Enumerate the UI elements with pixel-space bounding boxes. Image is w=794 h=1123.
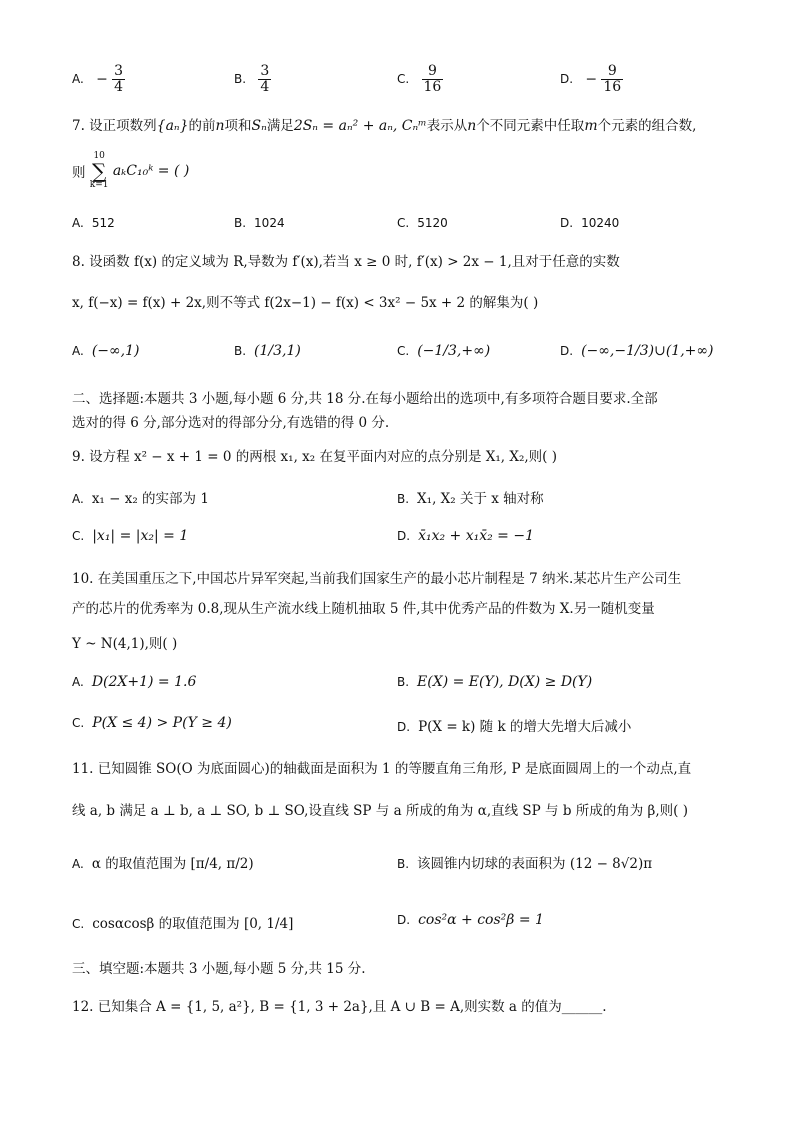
numerator: 9 [422, 64, 444, 80]
equation: 2Sₙ = aₙ² + aₙ, Cₙᵐ [293, 118, 427, 134]
numerator: 9 [601, 64, 623, 80]
q8-option-c [397, 343, 490, 359]
summation [90, 152, 109, 190]
option-text: 1024 [254, 216, 285, 230]
section-2-heading: 二、选择题:本题共 3 小题,每小题 6 分,共 18 分.在每小题给出的选项中,有多项符合题目要求.全部 [72, 391, 658, 407]
q12-stem: 12. 已知集合 A = {1, 5, a²}, B = {1, 3 + 2a},且 A ∪ B = A,则实数 a 的值为______. [72, 999, 607, 1015]
q7-option-c [397, 215, 456, 231]
q6-option-c [397, 64, 443, 96]
sequence-symbol: {aₙ} [156, 118, 189, 134]
option-label: C. [397, 216, 410, 230]
option-text: 10240 [581, 216, 620, 230]
q10-line-2: 产的芯片的优秀率为 0.8,现从生产流水线上随机抽取 5 件,其中优秀产品的件数为 X.另一随机变量 [72, 601, 655, 617]
option-text: D(2X+1) = 1.6 [91, 674, 197, 690]
option-label: C. [397, 72, 410, 87]
numerator: 3 [114, 63, 124, 79]
q11-line-1: 11. 已知圆锥 SO(O 为底面圆心)的轴截面是面积为 1 的等腰直角三角形, P 是底面圆周上的一个动点,直 [72, 761, 692, 777]
option-label: A. [72, 675, 84, 689]
q11-option-d [397, 912, 544, 928]
variable-n: n [215, 118, 225, 134]
option-text: x̄₁x₂ + x₁x̄₂ = −1 [418, 528, 534, 544]
section-2-note: 选对的得 6 分,部分选对的得部分分,有选错的得 0 分. [72, 415, 390, 431]
option-label: D. [397, 913, 411, 927]
q10-option-b [397, 674, 592, 690]
denominator: 16 [423, 79, 442, 96]
option-label: B. [234, 72, 247, 87]
sum-upper-limit: 10 [93, 151, 105, 161]
fraction [422, 64, 444, 96]
option-label: C. [72, 716, 85, 730]
denominator: 4 [114, 79, 124, 96]
q9-stem: 9. 设方程 x² − x + 1 = 0 的两根 x₁, x₂ 在复平面内对应的点分别是 X₁, X₂,则( ) [72, 449, 558, 465]
denominator: 4 [260, 79, 270, 96]
variable-n: n [467, 118, 477, 134]
q6-option-b [234, 64, 271, 96]
q8-option-d [560, 343, 714, 359]
option-label: B. [397, 492, 410, 506]
option-text: (1/3,1) [254, 343, 301, 359]
option-label: A. [72, 344, 84, 358]
option-label: D. [560, 216, 574, 230]
q10-option-d [397, 715, 631, 735]
option-text: P(X ≤ 4) > P(Y ≥ 4) [92, 715, 232, 731]
q10-line-3: Y ~ N(4,1),则( ) [72, 636, 178, 652]
q7-option-b [234, 215, 293, 231]
sign: − [585, 71, 598, 88]
q6-option-a [72, 64, 125, 96]
sum-expression: aₖC₁₀ᵏ = ( ) [112, 163, 190, 179]
option-label: C. [397, 344, 410, 358]
denominator: 16 [603, 79, 622, 96]
q8-option-a [72, 343, 140, 359]
q9-option-c [72, 528, 188, 544]
option-label: A. [72, 857, 84, 871]
option-text: |x₁| = |x₂| = 1 [92, 528, 189, 544]
option-label: A. [72, 72, 84, 87]
option-label: B. [397, 857, 410, 871]
option-label: B. [397, 675, 410, 689]
option-label: A. [72, 216, 84, 230]
option-label: D. [560, 344, 574, 358]
q7-option-a [72, 215, 123, 231]
option-text: X₁, X₂ 关于 x 轴对称 [417, 491, 544, 507]
q7-sum-line [72, 152, 722, 192]
q7-text: 个元素的组合数, [597, 118, 697, 134]
q8-line-1: 8. 设函数 f(x) 的定义域为 R,导数为 f′(x),若当 x ≥ 0 时, f′(x) > 2x − 1,且对于任意的实数 [72, 254, 620, 270]
option-text: cos²α + cos²β = 1 [418, 912, 544, 928]
q11-option-c [72, 912, 293, 932]
q7-text: 的前 [188, 118, 216, 134]
q8-line-2: x, f(−x) = f(x) + 2x,则不等式 f(2x−1) − f(x) < 3x² − 5x + 2 的解集为( ) [72, 295, 539, 311]
q7-text: 表示从 [426, 118, 468, 134]
option-label: D. [397, 720, 411, 734]
q7-option-d [560, 215, 627, 231]
option-label: B. [234, 344, 247, 358]
q9-option-b [397, 487, 544, 507]
q7-text: 满足 [266, 118, 294, 134]
q10-option-c [72, 715, 232, 731]
q6-option-d [560, 64, 623, 96]
option-label: A. [72, 492, 84, 506]
option-label: B. [234, 216, 247, 230]
sum-symbol: Sₙ [251, 118, 267, 134]
option-text: (−∞,−1/3)∪(1,+∞) [581, 343, 714, 359]
fraction [601, 64, 623, 96]
option-text: 512 [91, 216, 115, 230]
q10-line-1: 10. 在美国重压之下,中国芯片异军突起,当前我们国家生产的最小芯片制程是 7 纳米.某芯片生产公司生 [72, 571, 682, 587]
option-text: x₁ − x₂ 的实部为 1 [91, 491, 209, 507]
sigma-icon: ∑ [92, 159, 107, 183]
option-text: (−1/3,+∞) [417, 343, 491, 359]
fraction [112, 64, 125, 96]
option-label: D. [560, 72, 574, 87]
option-text: 该圆锥内切球的表面积为 (12 − 8√2)π [417, 856, 653, 872]
option-text: E(X) = E(Y), D(X) ≥ D(Y) [417, 674, 593, 690]
option-text: (−∞,1) [91, 343, 140, 359]
option-text: α 的取值范围为 [π/4, π/2) [91, 856, 254, 872]
variable-m: m [584, 118, 598, 134]
option-label: C. [72, 529, 85, 543]
sum-lower-limit: k=1 [89, 180, 109, 190]
q7-text: 7. 设正项数列 [72, 118, 157, 134]
q9-option-a [72, 487, 209, 507]
option-text: cosαcosβ 的取值范围为 [0, 1/4] [92, 916, 294, 932]
q7-text: 项和 [224, 118, 252, 134]
option-text: 5120 [417, 216, 448, 230]
q7-prefix: 则 [72, 165, 86, 181]
numerator: 3 [260, 63, 270, 79]
q11-option-a [72, 852, 254, 872]
q8-option-b [234, 343, 301, 359]
option-label: D. [397, 529, 411, 543]
option-text: P(X = k) 随 k 的增大先增大后减小 [418, 719, 632, 735]
q11-option-b [397, 852, 652, 872]
option-label: C. [72, 917, 85, 931]
q11-line-2: 线 a, b 满足 a ⊥ b, a ⊥ SO, b ⊥ SO,设直线 SP 与 a 所成的角为 α,直线 SP 与 b 所成的角为 β,则( ) [72, 803, 688, 819]
q9-option-d [397, 528, 534, 544]
section-3-heading: 三、填空题:本题共 3 小题,每小题 5 分,共 15 分. [72, 961, 366, 977]
q7-text: 个不同元素中任取 [476, 118, 585, 134]
q7-stem [72, 114, 722, 134]
fraction [258, 64, 271, 96]
q10-option-a [72, 674, 196, 690]
sign: − [96, 71, 108, 88]
